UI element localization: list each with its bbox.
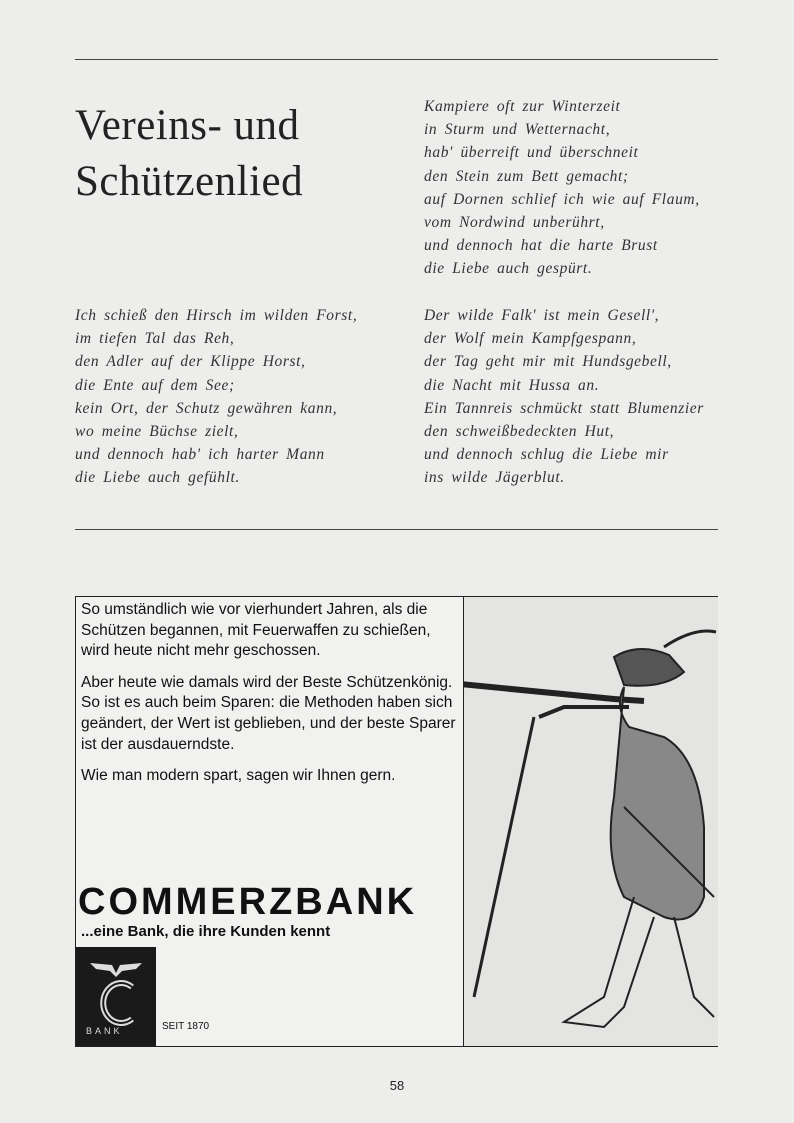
- ad-paragraph: Aber heute wie damals wird der Beste Schützenkönig. So ist es auch beim Sparen: die Methoden haben sich geändert, der Wert ist geblieben, und der beste Sparer ist der ausdauerndste.: [81, 673, 456, 753]
- poem-line: den Adler auf der Klippe Horst,: [75, 353, 306, 371]
- stanza-3: [424, 304, 704, 490]
- ad-paragraph: Wie man modern spart, sagen wir Ihnen gern.: [81, 767, 396, 785]
- top-divider: [75, 59, 718, 60]
- commerzbank-advertisement: [75, 596, 718, 1047]
- musketeer-sketch-icon: [464, 597, 718, 1046]
- musketeer-illustration: [463, 597, 718, 1046]
- poem-line: in Sturm und Wetternacht,: [424, 121, 611, 139]
- poem-line: ins wilde Jägerblut.: [424, 469, 565, 487]
- poem-line: kein Ort, der Schutz gewähren kann,: [75, 399, 338, 417]
- page-number: 58: [389, 1078, 405, 1093]
- poem-line: und dennoch schlug die Liebe mir: [424, 446, 669, 464]
- poem-line: hab' überreift und überschneit: [424, 144, 639, 162]
- stanza-2: [75, 304, 357, 490]
- poem-line: und dennoch hat die harte Brust: [424, 237, 658, 255]
- poem-line: die Liebe auch gespürt.: [424, 260, 593, 278]
- poem-line: Ein Tannreis schmückt statt Blumenzier: [424, 399, 704, 417]
- poem-line: vom Nordwind unberührt,: [424, 214, 605, 232]
- poem-line: die Nacht mit Hussa an.: [424, 376, 600, 394]
- poem-line: im tiefen Tal das Reh,: [75, 330, 235, 348]
- brand-slogan: ...eine Bank, die ihre Kunden kennt: [81, 923, 331, 940]
- poem-line: den schweißbedeckten Hut,: [424, 423, 615, 441]
- poem-line: Der wilde Falk' ist mein Gesell',: [424, 307, 660, 324]
- commerzbank-logo: [76, 947, 156, 1046]
- poem-line: der Tag geht mir mit Hundsgebell,: [424, 353, 672, 371]
- title-line: Vereins- und: [75, 102, 300, 149]
- brand-name: COMMERZBANK: [78, 881, 418, 923]
- stanza-1: [424, 95, 700, 281]
- poem-line: der Wolf mein Kampfgespann,: [424, 330, 637, 348]
- poem-line: Ich schieß den Hirsch im wilden Forst,: [75, 307, 358, 324]
- poem-line: wo meine Büchse zielt,: [75, 423, 239, 441]
- middle-divider: [75, 529, 718, 530]
- poem-title: [75, 98, 303, 210]
- poem-line: und dennoch hab' ich harter Mann: [75, 446, 325, 464]
- logo-label: BANK: [86, 1026, 123, 1036]
- poem-line: die Liebe auch gefühlt.: [75, 469, 240, 487]
- poem-line: den Stein zum Bett gemacht;: [424, 167, 629, 185]
- ad-copy: [81, 600, 461, 798]
- poem-line: die Ente auf dem See;: [75, 376, 235, 394]
- ad-paragraph: So umständlich wie vor vierhundert Jahren, als die Schützen begannen, mit Feuerwaffen zu schießen, wird heute nicht mehr geschossen.: [81, 601, 431, 660]
- title-line: Schützenlied: [75, 158, 304, 205]
- poem-line: Kampiere oft zur Winterzeit: [424, 98, 621, 115]
- poem-line: auf Dornen schlief ich wie auf Flaum,: [424, 190, 700, 208]
- since-year: SEIT 1870: [162, 1021, 210, 1032]
